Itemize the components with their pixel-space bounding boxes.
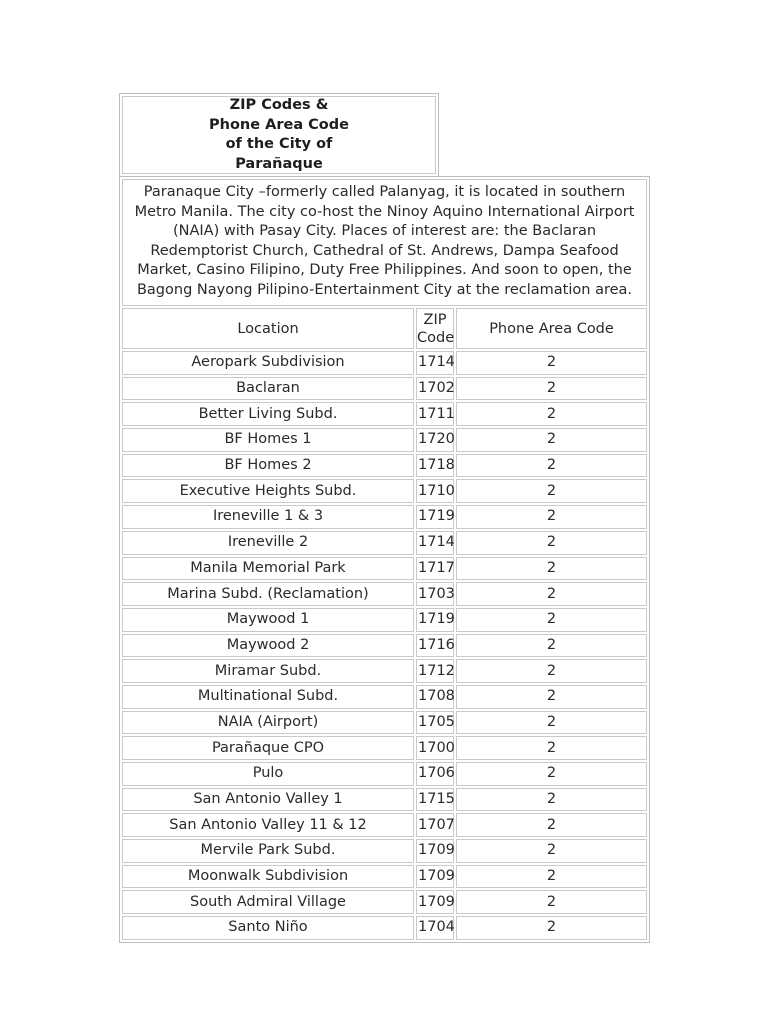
location-cell: Maywood 1	[122, 608, 414, 632]
zip-cell: 1710	[416, 479, 454, 503]
location-cell: Baclaran	[122, 377, 414, 401]
zip-cell: 1717	[416, 557, 454, 581]
zip-cell: 1705	[416, 711, 454, 735]
phone-cell: 2	[456, 479, 647, 503]
phone-cell: 2	[456, 813, 647, 837]
location-header: Location	[122, 308, 414, 349]
phone-cell: 2	[456, 505, 647, 529]
table-row	[122, 454, 647, 478]
phone-cell: 2	[456, 788, 647, 812]
table-row	[122, 582, 647, 606]
phone-cell: 2	[456, 531, 647, 555]
table-row	[122, 557, 647, 581]
table-row	[122, 505, 647, 529]
table-row	[122, 839, 647, 863]
table-row	[122, 402, 647, 426]
location-cell: Better Living Subd.	[122, 402, 414, 426]
phone-cell: 2	[456, 711, 647, 735]
zip-cell: 1702	[416, 377, 454, 401]
intro-row	[122, 179, 647, 306]
zip-cell: 1718	[416, 454, 454, 478]
zip-cell: 1719	[416, 505, 454, 529]
phone-cell: 2	[456, 557, 647, 581]
table-row	[122, 634, 647, 658]
phone-cell: 2	[456, 377, 647, 401]
zip-cell: 1711	[416, 402, 454, 426]
header-row	[122, 308, 647, 349]
phone-cell: 2	[456, 890, 647, 914]
location-cell: San Antonio Valley 1	[122, 788, 414, 812]
phone-cell: 2	[456, 865, 647, 889]
zip-cell: 1719	[416, 608, 454, 632]
zip-cell: 1709	[416, 865, 454, 889]
location-cell: Miramar Subd.	[122, 659, 414, 683]
table-row	[122, 736, 647, 760]
phone-cell: 2	[456, 454, 647, 478]
location-cell: San Antonio Valley 11 & 12	[122, 813, 414, 837]
zip-cell: 1704	[416, 916, 454, 940]
phone-cell: 2	[456, 839, 647, 863]
location-cell: Multinational Subd.	[122, 685, 414, 709]
table-row	[122, 916, 647, 940]
title-cell	[122, 96, 436, 174]
location-cell: Parañaque CPO	[122, 736, 414, 760]
zip-cell: 1709	[416, 890, 454, 914]
phone-cell: 2	[456, 659, 647, 683]
zip-cell: 1714	[416, 351, 454, 375]
table-row	[122, 377, 647, 401]
location-cell: BF Homes 1	[122, 428, 414, 452]
phone-cell: 2	[456, 428, 647, 452]
table-row	[122, 865, 647, 889]
location-cell: NAIA (Airport)	[122, 711, 414, 735]
table-row	[122, 890, 647, 914]
zip-cell: 1708	[416, 685, 454, 709]
table-row	[122, 711, 647, 735]
table-row	[122, 479, 647, 503]
phone-cell: 2	[456, 736, 647, 760]
zip-cell: 1716	[416, 634, 454, 658]
zip-cell: 1700	[416, 736, 454, 760]
zip-cell: 1715	[416, 788, 454, 812]
zip-cell: 1714	[416, 531, 454, 555]
table-row	[122, 685, 647, 709]
location-cell: Marina Subd. (Reclamation)	[122, 582, 414, 606]
location-cell: Moonwalk Subdivision	[122, 865, 414, 889]
zip-header: ZIP Code	[416, 308, 454, 349]
location-cell: South Admiral Village	[122, 890, 414, 914]
phone-cell: 2	[456, 351, 647, 375]
zip-cell: 1703	[416, 582, 454, 606]
table-row	[122, 351, 647, 375]
location-cell: Aeropark Subdivision	[122, 351, 414, 375]
location-cell: Santo Niño	[122, 916, 414, 940]
table-row	[122, 659, 647, 683]
phone-cell: 2	[456, 685, 647, 709]
phone-cell: 2	[456, 916, 647, 940]
location-cell: Manila Memorial Park	[122, 557, 414, 581]
title-box	[119, 93, 439, 177]
location-cell: Ireneville 1 & 3	[122, 505, 414, 529]
zip-cell: 1706	[416, 762, 454, 786]
zip-cell: 1707	[416, 813, 454, 837]
zip-cell: 1712	[416, 659, 454, 683]
location-cell: Mervile Park Subd.	[122, 839, 414, 863]
location-cell: BF Homes 2	[122, 454, 414, 478]
table-row	[122, 813, 647, 837]
location-cell: Ireneville 2	[122, 531, 414, 555]
table-row	[122, 788, 647, 812]
phone-cell: 2	[456, 402, 647, 426]
table-row	[122, 608, 647, 632]
location-cell: Maywood 2	[122, 634, 414, 658]
phone-cell: 2	[456, 634, 647, 658]
intro-paragraph: Paranaque City –formerly called Palanyag, it is located in southern Metro Manila. The city co-host the Ninoy Aquino International Airport (NAIA) with Pasay City. Places of interest are: the Baclaran Redemptorist Church, Cathedral of St. Andrews, Dampa Seafood Market, Casino Filipino, Duty Free Philippines. And soon to open, the Bagong Nayong Pilipino-Entertainment City at the reclamation area.	[122, 179, 647, 306]
zip-cell: 1709	[416, 839, 454, 863]
phone-header: Phone Area Code	[456, 308, 647, 349]
location-cell: Pulo	[122, 762, 414, 786]
phone-cell: 2	[456, 762, 647, 786]
location-cell: Executive Heights Subd.	[122, 479, 414, 503]
zip-cell: 1720	[416, 428, 454, 452]
table-row	[122, 762, 647, 786]
phone-cell: 2	[456, 608, 647, 632]
table-row	[122, 531, 647, 555]
phone-cell: 2	[456, 582, 647, 606]
zip-code-table	[119, 176, 650, 943]
document-title: ZIP Codes & Phone Area Code of the City of Parañaque	[209, 97, 349, 172]
table-row	[122, 428, 647, 452]
